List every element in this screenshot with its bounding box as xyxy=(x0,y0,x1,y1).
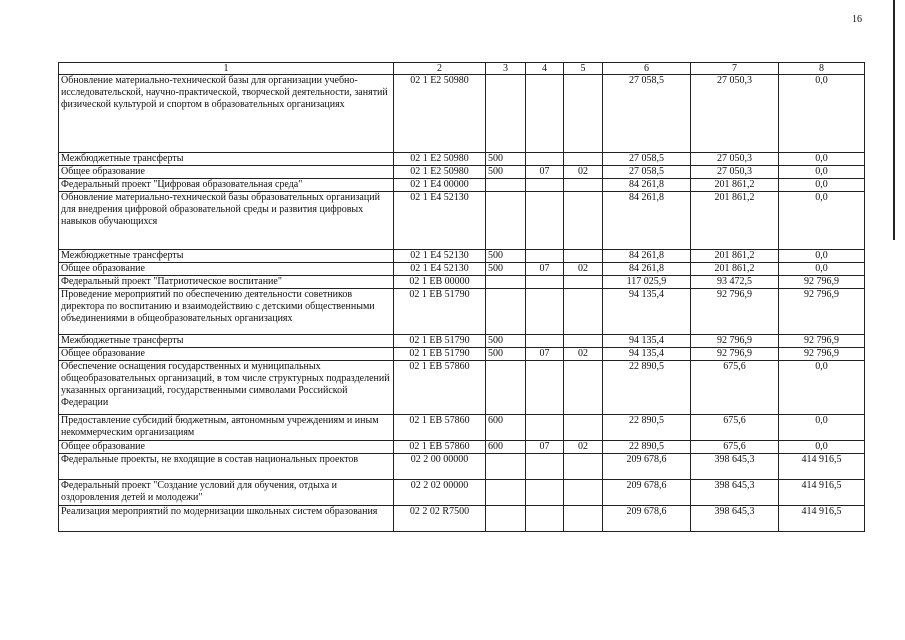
row-subsection-cell xyxy=(564,480,603,506)
page-number: 16 xyxy=(852,14,862,25)
row-name-cell: Межбюджетные трансферты xyxy=(59,153,394,166)
row-subsection-cell xyxy=(564,454,603,480)
row-value-col6-cell: 117 025,9 xyxy=(603,276,691,289)
row-expense-type-cell xyxy=(486,179,526,192)
row-name-cell: Предоставление субсидий бюджетным, автономным учреждениям и иным некоммерческим организациям xyxy=(59,415,394,441)
row-value-col8-cell: 0,0 xyxy=(779,166,865,179)
row-value-col7-cell: 201 861,2 xyxy=(691,192,779,250)
row-value-col6-cell: 94 135,4 xyxy=(603,348,691,361)
row-section-cell: 07 xyxy=(526,441,564,454)
row-expense-type-cell xyxy=(486,192,526,250)
row-code-cell: 02 1 EB 57860 xyxy=(394,361,486,415)
row-value-col7-cell: 27 050,3 xyxy=(691,153,779,166)
row-name-cell: Обновление материально-технической базы образовательных организаций для внедрения цифровой образовательной среды и развития цифровых навыков обучающихся xyxy=(59,192,394,250)
row-code-cell: 02 1 E4 52130 xyxy=(394,263,486,276)
row-subsection-cell: 02 xyxy=(564,263,603,276)
row-section-cell xyxy=(526,250,564,263)
row-subsection-cell xyxy=(564,250,603,263)
table-header-row xyxy=(59,63,865,75)
row-value-col8-cell: 0,0 xyxy=(779,415,865,441)
row-value-col7-cell: 201 861,2 xyxy=(691,250,779,263)
row-code-cell: 02 1 EB 51790 xyxy=(394,348,486,361)
row-value-col7-cell: 27 050,3 xyxy=(691,166,779,179)
row-code-cell: 02 1 E4 52130 xyxy=(394,192,486,250)
row-value-col7-cell: 675,6 xyxy=(691,415,779,441)
row-name-cell: Общее образование xyxy=(59,263,394,276)
budget-table xyxy=(58,62,865,532)
row-section-cell xyxy=(526,179,564,192)
row-expense-type-cell xyxy=(486,276,526,289)
row-name-cell: Межбюджетные трансферты xyxy=(59,250,394,263)
row-name-cell: Федеральный проект "Создание условий для обучения, отдыха и оздоровления детей и молодежи" xyxy=(59,480,394,506)
row-value-col6-cell: 94 135,4 xyxy=(603,335,691,348)
row-subsection-cell xyxy=(564,289,603,335)
row-value-col7-cell: 201 861,2 xyxy=(691,263,779,276)
row-value-col7-cell: 398 645,3 xyxy=(691,480,779,506)
row-name-cell: Обновление материально-технической базы для организации учебно-исследовательской, научно-практической, творческой деятельности, занятий физической культурой и спортом в образовательных организациях xyxy=(59,75,394,153)
column-header: 8 xyxy=(779,63,865,75)
row-name-cell: Федеральные проекты, не входящие в состав национальных проектов xyxy=(59,454,394,480)
row-value-col6-cell: 22 890,5 xyxy=(603,415,691,441)
row-code-cell: 02 1 EB 57860 xyxy=(394,415,486,441)
row-subsection-cell xyxy=(564,415,603,441)
row-value-col8-cell: 0,0 xyxy=(779,179,865,192)
row-value-col6-cell: 27 058,5 xyxy=(603,153,691,166)
row-code-cell: 02 2 00 00000 xyxy=(394,454,486,480)
row-expense-type-cell xyxy=(486,75,526,153)
row-subsection-cell: 02 xyxy=(564,166,603,179)
row-value-col8-cell: 414 916,5 xyxy=(779,506,865,532)
row-section-cell xyxy=(526,289,564,335)
row-expense-type-cell xyxy=(486,361,526,415)
row-code-cell: 02 1 EB 00000 xyxy=(394,276,486,289)
row-section-cell: 07 xyxy=(526,348,564,361)
row-subsection-cell xyxy=(564,75,603,153)
row-expense-type-cell: 600 xyxy=(486,441,526,454)
row-section-cell xyxy=(526,276,564,289)
row-section-cell: 07 xyxy=(526,263,564,276)
table-row xyxy=(59,335,865,348)
row-value-col8-cell: 0,0 xyxy=(779,192,865,250)
row-value-col7-cell: 398 645,3 xyxy=(691,454,779,480)
table-row xyxy=(59,480,865,506)
column-header: 7 xyxy=(691,63,779,75)
row-value-col6-cell: 209 678,6 xyxy=(603,454,691,480)
column-header: 5 xyxy=(564,63,603,75)
row-expense-type-cell: 500 xyxy=(486,166,526,179)
row-subsection-cell xyxy=(564,335,603,348)
row-section-cell xyxy=(526,454,564,480)
row-value-col6-cell: 22 890,5 xyxy=(603,441,691,454)
row-code-cell: 02 1 E4 00000 xyxy=(394,179,486,192)
row-value-col8-cell: 0,0 xyxy=(779,75,865,153)
row-value-col8-cell: 414 916,5 xyxy=(779,454,865,480)
row-code-cell: 02 1 E2 50980 xyxy=(394,166,486,179)
table-row xyxy=(59,166,865,179)
row-value-col6-cell: 84 261,8 xyxy=(603,250,691,263)
row-value-col6-cell: 84 261,8 xyxy=(603,192,691,250)
row-subsection-cell xyxy=(564,179,603,192)
table-row xyxy=(59,289,865,335)
row-subsection-cell: 02 xyxy=(564,348,603,361)
row-expense-type-cell: 600 xyxy=(486,415,526,441)
row-subsection-cell xyxy=(564,153,603,166)
row-name-cell: Общее образование xyxy=(59,348,394,361)
table-row xyxy=(59,179,865,192)
row-value-col7-cell: 92 796,9 xyxy=(691,348,779,361)
row-subsection-cell xyxy=(564,361,603,415)
row-expense-type-cell: 500 xyxy=(486,335,526,348)
row-section-cell: 07 xyxy=(526,166,564,179)
page-edge-line xyxy=(893,0,895,240)
row-code-cell: 02 1 E4 52130 xyxy=(394,250,486,263)
row-subsection-cell xyxy=(564,276,603,289)
row-value-col6-cell: 209 678,6 xyxy=(603,506,691,532)
row-subsection-cell xyxy=(564,506,603,532)
row-code-cell: 02 1 E2 50980 xyxy=(394,75,486,153)
row-value-col6-cell: 27 058,5 xyxy=(603,75,691,153)
row-value-col8-cell: 0,0 xyxy=(779,250,865,263)
row-name-cell: Реализация мероприятий по модернизации школьных систем образования xyxy=(59,506,394,532)
row-expense-type-cell xyxy=(486,506,526,532)
row-expense-type-cell: 500 xyxy=(486,250,526,263)
row-section-cell xyxy=(526,415,564,441)
row-value-col6-cell: 27 058,5 xyxy=(603,166,691,179)
row-section-cell xyxy=(526,192,564,250)
row-value-col8-cell: 0,0 xyxy=(779,361,865,415)
table-row xyxy=(59,441,865,454)
row-expense-type-cell xyxy=(486,480,526,506)
row-name-cell: Общее образование xyxy=(59,441,394,454)
row-code-cell: 02 2 02 00000 xyxy=(394,480,486,506)
row-section-cell xyxy=(526,361,564,415)
row-section-cell xyxy=(526,75,564,153)
row-expense-type-cell: 500 xyxy=(486,263,526,276)
row-section-cell xyxy=(526,480,564,506)
row-value-col8-cell: 92 796,9 xyxy=(779,289,865,335)
row-value-col6-cell: 84 261,8 xyxy=(603,263,691,276)
table-row xyxy=(59,153,865,166)
row-value-col8-cell: 0,0 xyxy=(779,263,865,276)
row-value-col7-cell: 92 796,9 xyxy=(691,289,779,335)
row-name-cell: Обеспечение оснащения государственных и муниципальных общеобразовательных организаций, в том числе структурных подразделений указанных организаций, государственными символами Российской Федерации xyxy=(59,361,394,415)
row-value-col6-cell: 22 890,5 xyxy=(603,361,691,415)
row-value-col6-cell: 209 678,6 xyxy=(603,480,691,506)
row-code-cell: 02 1 EB 51790 xyxy=(394,335,486,348)
row-value-col7-cell: 675,6 xyxy=(691,441,779,454)
table-row xyxy=(59,415,865,441)
row-subsection-cell: 02 xyxy=(564,441,603,454)
column-header: 4 xyxy=(526,63,564,75)
row-value-col7-cell: 27 050,3 xyxy=(691,75,779,153)
row-name-cell: Общее образование xyxy=(59,166,394,179)
row-section-cell xyxy=(526,153,564,166)
row-name-cell: Федеральный проект "Цифровая образовательная среда" xyxy=(59,179,394,192)
row-expense-type-cell xyxy=(486,454,526,480)
row-code-cell: 02 1 EB 51790 xyxy=(394,289,486,335)
row-name-cell: Проведение мероприятий по обеспечению деятельности советников директора по воспитанию и взаимодействию с детскими общественными объединениями в общеобразовательных организациях xyxy=(59,289,394,335)
row-value-col8-cell: 92 796,9 xyxy=(779,276,865,289)
row-value-col8-cell: 0,0 xyxy=(779,153,865,166)
column-header: 2 xyxy=(394,63,486,75)
table-row xyxy=(59,192,865,250)
row-value-col6-cell: 84 261,8 xyxy=(603,179,691,192)
column-header: 6 xyxy=(603,63,691,75)
table-row xyxy=(59,75,865,153)
row-code-cell: 02 1 E2 50980 xyxy=(394,153,486,166)
row-section-cell xyxy=(526,506,564,532)
table-row xyxy=(59,263,865,276)
row-section-cell xyxy=(526,335,564,348)
row-value-col7-cell: 675,6 xyxy=(691,361,779,415)
table-row xyxy=(59,276,865,289)
row-value-col7-cell: 201 861,2 xyxy=(691,179,779,192)
row-value-col7-cell: 398 645,3 xyxy=(691,506,779,532)
row-value-col8-cell: 92 796,9 xyxy=(779,335,865,348)
column-header: 3 xyxy=(486,63,526,75)
row-name-cell: Межбюджетные трансферты xyxy=(59,335,394,348)
row-value-col6-cell: 94 135,4 xyxy=(603,289,691,335)
table-row xyxy=(59,348,865,361)
row-value-col8-cell: 92 796,9 xyxy=(779,348,865,361)
row-name-cell: Федеральный проект "Патриотическое воспитание" xyxy=(59,276,394,289)
row-subsection-cell xyxy=(564,192,603,250)
row-value-col8-cell: 414 916,5 xyxy=(779,480,865,506)
row-value-col7-cell: 93 472,5 xyxy=(691,276,779,289)
row-value-col7-cell: 92 796,9 xyxy=(691,335,779,348)
row-code-cell: 02 2 02 R7500 xyxy=(394,506,486,532)
column-header: 1 xyxy=(59,63,394,75)
row-value-col8-cell: 0,0 xyxy=(779,441,865,454)
row-expense-type-cell xyxy=(486,289,526,335)
row-expense-type-cell: 500 xyxy=(486,348,526,361)
table-row xyxy=(59,506,865,532)
row-expense-type-cell: 500 xyxy=(486,153,526,166)
table-row xyxy=(59,250,865,263)
table-row xyxy=(59,454,865,480)
table-row xyxy=(59,361,865,415)
row-code-cell: 02 1 EB 57860 xyxy=(394,441,486,454)
